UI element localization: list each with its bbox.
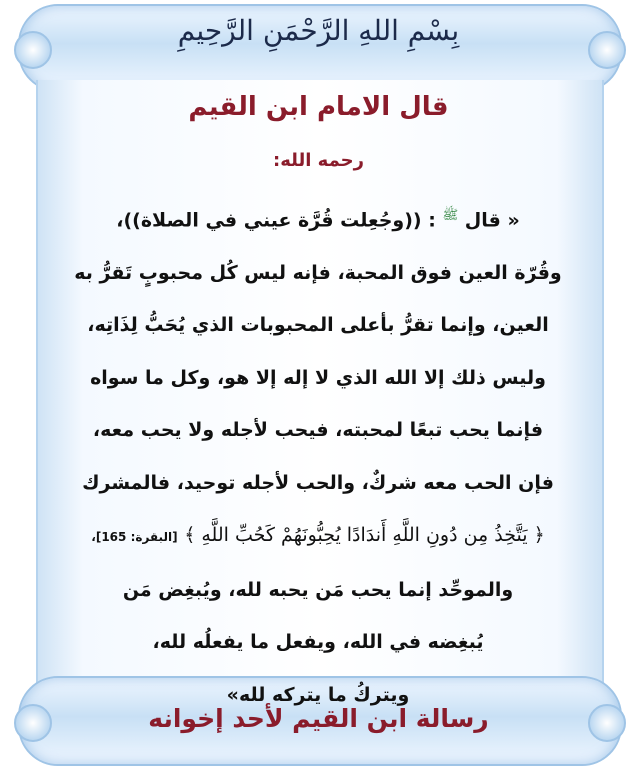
quote-line-3: العين، وإنما تقرُّ بأعلى المحبوبات الذي يُحَبُّ لِذَاتِه، bbox=[87, 314, 549, 337]
quote-line-9: يُبغِضه في الله، ويفعل ما يفعلُه لله، bbox=[152, 631, 484, 654]
salla-calligraphy: ﷺ bbox=[442, 208, 459, 223]
quote-line-10: ويتركُ ما يتركه لله» bbox=[226, 683, 410, 706]
quote-line-5: فإنما يحب تبعًا لمحبته، فيحب لأجله ولا يحب معه، bbox=[92, 419, 544, 442]
quote-line-1-open: « قال bbox=[464, 209, 520, 232]
quote-line-6: فإن الحب معه شركٌ، والحب لأجله توحيد، فالمشرك bbox=[82, 471, 554, 494]
quran-verse: ﴿ يَتَّخِذُ مِن دُونِ اللَّهِ أَندَادًا يُحِبُّونَهُمْ كَحُبِّ اللَّهِ ﴾ bbox=[184, 524, 545, 547]
quote-line-7 bbox=[58, 509, 578, 564]
basmala-calligraphy: بِسْمِ اللهِ الرَّحْمَنِ الرَّحِيمِ bbox=[177, 14, 460, 47]
quote-line-1-rest: : ((وجُعِلت قُرَّة عيني في الصلاة))، bbox=[116, 209, 436, 232]
quote-line-8: والموحِّد إنما يحب مَن يحبه لله، ويُبغِض مَن bbox=[122, 578, 514, 601]
quote-line-1 bbox=[58, 190, 578, 247]
quote-body bbox=[58, 190, 578, 721]
page-title: قال الامام ابن القيم bbox=[188, 92, 449, 122]
verse-reference: [البقرة: 165]، bbox=[91, 530, 178, 545]
footer-title: رسالة ابن القيم لأحد إخوانه bbox=[148, 704, 489, 733]
quote-line-4: وليس ذلك إلا الله الذي لا إله إلا هو، وكل ما سواه bbox=[90, 366, 546, 389]
page-subtitle: رحمه الله: bbox=[273, 150, 364, 171]
quote-line-2: وقُرّة العين فوق المحبة، فإنه ليس كُل محبوبٍ تَقرُّ به bbox=[74, 261, 562, 284]
